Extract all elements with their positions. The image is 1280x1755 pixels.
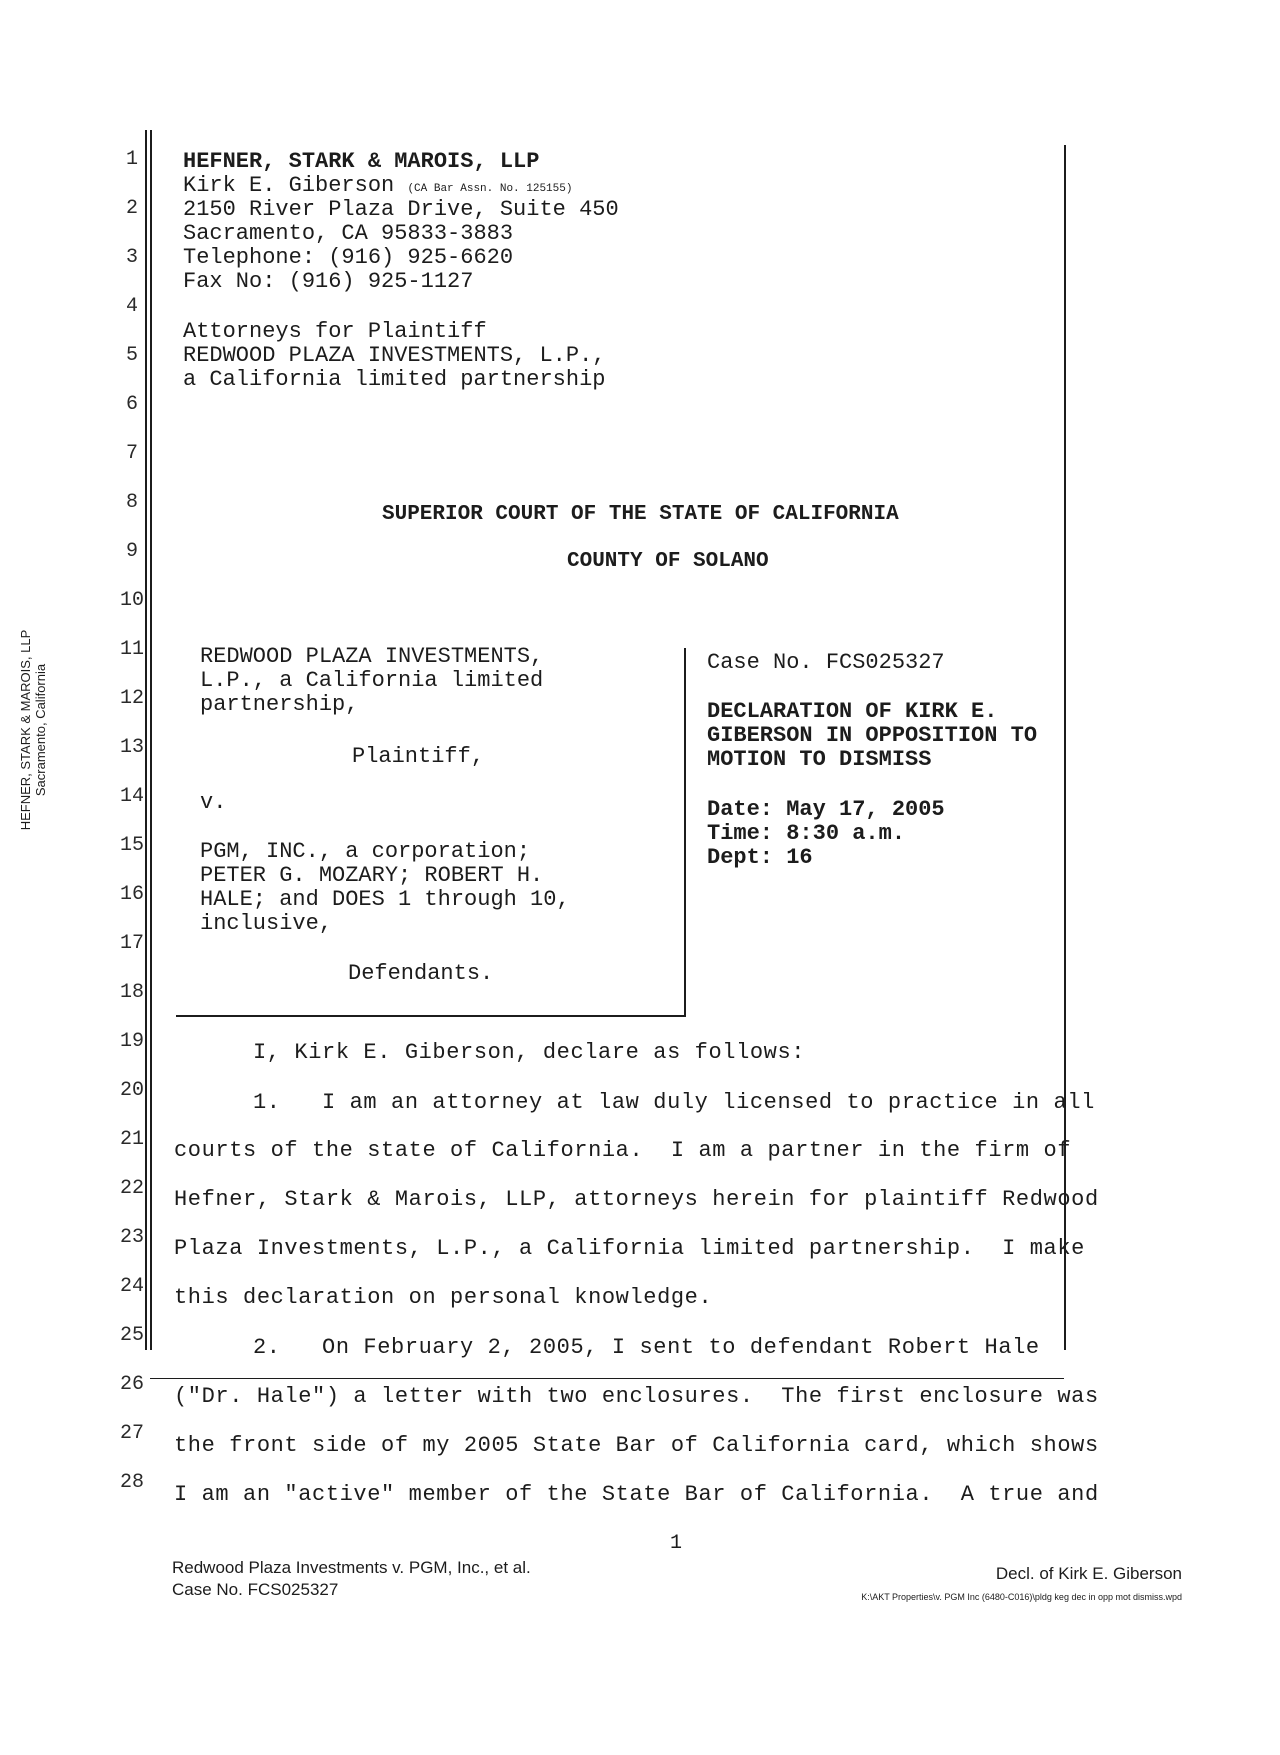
footer-case-title: Redwood Plaza Investments v. PGM, Inc., et al. <box>172 1558 531 1577</box>
line-number: 24 <box>119 1275 144 1298</box>
footer-document-title: Decl. of Kirk E. Giberson <box>995 1564 1182 1583</box>
footer-rule <box>150 1378 1064 1379</box>
hearing-date: Date: May 17, 2005 <box>707 797 945 822</box>
line-number: 2 <box>125 197 138 220</box>
body-line: the front side of my 2005 State Bar of California card, which shows <box>174 1433 1099 1458</box>
line-number: 27 <box>119 1422 144 1445</box>
body-line: courts of the state of California. I am a partner in the firm of <box>174 1138 1072 1163</box>
document-title-line: GIBERSON IN OPPOSITION TO <box>707 723 1038 748</box>
line-number: 4 <box>125 295 138 318</box>
body-line: this declaration on personal knowledge. <box>174 1285 713 1310</box>
client-description: a California limited partnership <box>183 367 606 392</box>
telephone: Telephone: (916) 925-6620 <box>183 245 514 270</box>
defendant-line: PGM, INC., a corporation; <box>200 839 531 864</box>
declaration-intro: I, Kirk E. Giberson, declare as follows: <box>253 1040 806 1065</box>
line-number: 19 <box>119 1030 144 1053</box>
line-number: 22 <box>119 1177 144 1200</box>
body-line: 1. I am an attorney at law duly licensed to practice in all <box>253 1090 1095 1115</box>
side-firm-name: HEFNER, STARK & MAROIS, LLP <box>18 629 33 831</box>
line-number: 18 <box>119 981 144 1004</box>
address-line-1: 2150 River Plaza Drive, Suite 450 <box>183 197 619 222</box>
body-line: Plaza Investments, L.P., a California limited partnership. I make <box>174 1236 1085 1261</box>
line-number: 1 <box>125 148 138 171</box>
side-firm-label <box>18 620 48 840</box>
address-line-2: Sacramento, CA 95833-3883 <box>183 221 514 246</box>
plaintiff-line: L.P., a California limited <box>200 668 544 693</box>
line-number: 3 <box>125 246 138 269</box>
line-number: 23 <box>119 1226 144 1249</box>
plaintiff-line: partnership, <box>200 692 359 717</box>
line-number: 12 <box>119 687 144 710</box>
caption-divider-horizontal <box>176 1015 686 1017</box>
attorneys-for: Attorneys for Plaintiff <box>183 319 487 344</box>
line-number: 21 <box>119 1128 144 1151</box>
body-line: Hefner, Stark & Marois, LLP, attorneys herein for plaintiff Redwood <box>174 1187 1099 1212</box>
line-number: 6 <box>125 393 138 416</box>
line-number: 25 <box>119 1324 144 1347</box>
bar-number: (CA Bar Assn. No. 125155) <box>407 183 573 195</box>
line-number: 17 <box>119 932 144 955</box>
defendant-line: HALE; and DOES 1 through 10, <box>200 887 570 912</box>
caption-divider-vertical <box>684 648 686 1016</box>
footer-case-number: Case No. FCS025327 <box>172 1580 339 1599</box>
document-title-line: DECLARATION OF KIRK E. <box>707 699 998 724</box>
side-firm-city: Sacramento, California <box>33 663 48 797</box>
plaintiff-role: Plaintiff, <box>352 744 485 769</box>
court-name: SUPERIOR COURT OF THE STATE OF CALIFORNIA <box>382 503 899 526</box>
line-number: 16 <box>119 883 144 906</box>
attorney-name: Kirk E. Giberson <box>183 173 395 198</box>
versus: v. <box>200 790 227 815</box>
line-number: 7 <box>125 442 138 465</box>
body-line: I am an "active" member of the State Bar of California. A true and <box>174 1482 1099 1507</box>
defendant-line: PETER G. MOZARY; ROBERT H. <box>200 863 544 888</box>
line-number: 20 <box>119 1079 144 1102</box>
body-line: 2. On February 2, 2005, I sent to defendant Robert Hale <box>253 1335 1040 1360</box>
plaintiff-line: REDWOOD PLAZA INVESTMENTS, <box>200 644 544 669</box>
line-number: 14 <box>119 785 144 808</box>
body-line: ("Dr. Hale") a letter with two enclosures. The first enclosure was <box>174 1384 1099 1409</box>
defendant-line: inclusive, <box>200 911 333 936</box>
line-number: 15 <box>119 834 144 857</box>
hearing-time: Time: 8:30 a.m. <box>707 821 906 846</box>
case-number: Case No. FCS025327 <box>707 650 945 675</box>
hearing-dept: Dept: 16 <box>707 845 813 870</box>
line-number: 8 <box>125 491 138 514</box>
defendant-role: Defendants. <box>348 961 494 986</box>
fax: Fax No: (916) 925-1127 <box>183 269 474 294</box>
court-county: COUNTY OF SOLANO <box>567 550 769 573</box>
client-name: REDWOOD PLAZA INVESTMENTS, L.P., <box>183 343 606 368</box>
line-number: 26 <box>119 1373 144 1396</box>
document-title-line: MOTION TO DISMISS <box>707 747 932 772</box>
line-number: 5 <box>125 344 138 367</box>
line-number: 13 <box>119 736 144 759</box>
line-number: 28 <box>119 1471 144 1494</box>
line-number: 9 <box>125 540 138 563</box>
line-number: 11 <box>119 638 144 661</box>
firm-name: HEFNER, STARK & MAROIS, LLP <box>183 149 540 174</box>
line-number: 10 <box>119 589 144 612</box>
footer-file-path: K:\AKT Properties\v. PGM Inc (6480-C016)\pldg keg dec in opp mot dismiss.wpd <box>861 1592 1182 1602</box>
page-number: 1 <box>670 1532 683 1555</box>
right-margin-rule <box>1064 145 1066 1350</box>
